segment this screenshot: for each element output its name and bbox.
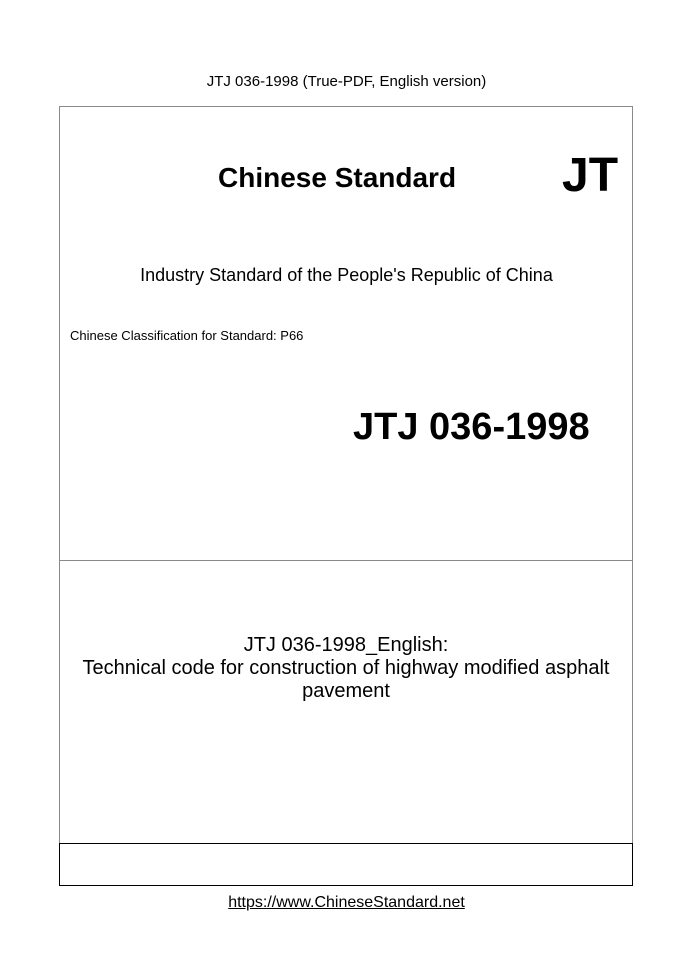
document-subtitle-line-1: JTJ 036-1998_English: [243, 634, 449, 656]
document-subtitle-line-3: pavement [302, 680, 390, 702]
cover-bottom-panel [59, 843, 633, 886]
standard-number: JTJ 036-1998 [353, 406, 590, 448]
website-link[interactable]: https://www.ChineseStandard.net [228, 894, 465, 911]
document-subtitle [59, 634, 633, 703]
standard-code-letters: JT [562, 149, 619, 202]
page-header: JTJ 036-1998 (True-PDF, English version) [206, 73, 487, 90]
document-subtitle-line-2: Technical code for construction of highway modified asphalt [82, 657, 610, 679]
standard-title: Chinese Standard [218, 162, 457, 193]
industry-standard-line: Industry Standard of the People's Republic of China [140, 265, 553, 285]
footer [0, 893, 693, 912]
classification-line: Chinese Classification for Standard: P66 [70, 328, 304, 343]
